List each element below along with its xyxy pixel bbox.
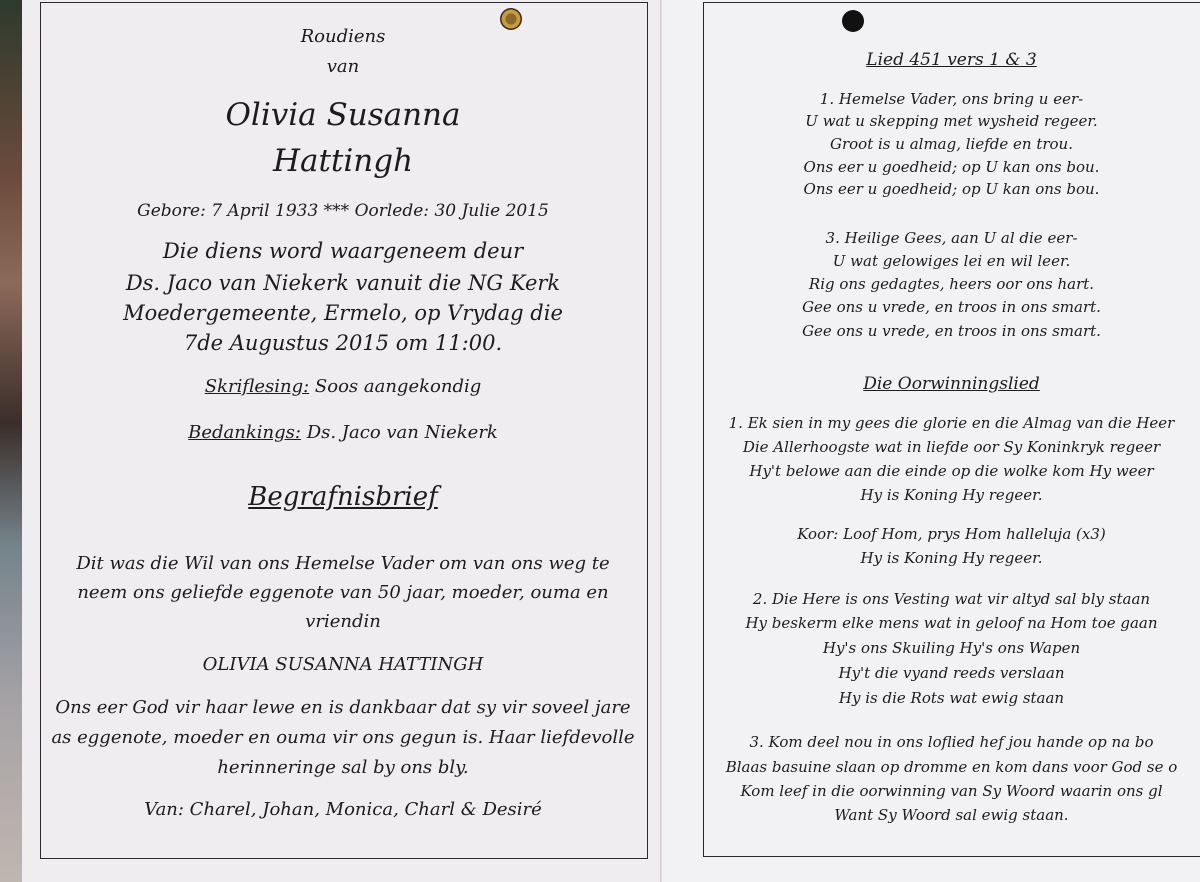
section-title-begrafnisbrief: [40, 478, 646, 516]
verse-line: Ons eer u goedheid; op U kan ons bou.: [803, 180, 1100, 198]
hymn-title: [703, 48, 1200, 73]
thanks: [40, 418, 646, 447]
scripture-reading-label: Skriflesing:: [204, 376, 310, 397]
song-line: 1. Ek sien in my gees die glorie en die Almag van die Heer: [728, 414, 1175, 432]
verse-line: Gee ons u vrede, en troos in ons smart.: [802, 322, 1101, 340]
verse-line: U wat gelowiges lei en wil leer.: [832, 252, 1071, 270]
verse-line: Gee ons u vrede, en troos in ons smart.: [802, 298, 1101, 316]
letter-line: Dit was die Wil van ons Hemelse Vader om van ons weg te: [76, 553, 610, 574]
service-line: 7de Augustus 2015 om 11:00.: [183, 331, 503, 355]
verse-line: Rig ons gedagtes, heers oor ons hart.: [808, 275, 1095, 293]
song-line: Hy is die Rots wat ewig staan: [838, 689, 1065, 707]
service-line: Die diens word waargeneem deur: [162, 239, 524, 263]
song-line: Hy't die vyand reeds verslaan: [838, 664, 1065, 682]
song-title: [703, 372, 1200, 397]
song-line: Hy's ons Skuiling Hy's ons Wapen: [822, 639, 1081, 657]
chorus-line: Koor: Loof Hom, prys Hom halleluja (x3): [797, 525, 1106, 543]
honour-line: herinneringe sal by ons bly.: [217, 757, 469, 778]
header-van: van: [326, 56, 360, 77]
song-line: Kom leef in die oorwinning van Sy Woord waarin ons gl: [740, 782, 1163, 800]
honour-line: as eggenote, moeder en ouma vir ons gegun is. Haar liefdevolle: [51, 727, 635, 748]
song-line: Hy beskerm elke mens wat in geloof na Hom toe gaan: [745, 614, 1158, 632]
service-line: Moedergemeente, Ermelo, op Vrydag die: [123, 301, 563, 325]
service-line: Ds. Jaco van Niekerk vanuit die NG Kerk: [125, 271, 561, 295]
verse-line: Groot is u almag, liefde en trou.: [830, 135, 1073, 153]
song-line: 3. Kom deel nou in ons loflied hef jou hande op na bo: [749, 733, 1154, 751]
deceased-surname: Hattingh: [272, 143, 414, 179]
from-family: Van: Charel, Johan, Monica, Charl & Desiré: [144, 799, 542, 820]
letter-line: neem ons geliefde eggenote van 50 jaar, moeder, ouma en: [77, 582, 609, 603]
thanks-value: Ds. Jaco van Niekerk: [300, 422, 498, 443]
song-title-text: Die Oorwinningslied: [863, 374, 1040, 394]
verse-line: 1. Hemelse Vader, ons bring u eer-: [819, 90, 1084, 108]
song-line: Hy is Koning Hy regeer.: [860, 486, 1043, 504]
birth-death-dates: Gebore: 7 April 1933 *** Oorlede: 30 Julie 2015: [137, 201, 549, 221]
section-title-text: Begrafnisbrief: [248, 482, 438, 512]
verse-line: U wat u skepping met wysheid regeer.: [805, 112, 1098, 130]
song-line: Hy't belowe aan die einde op die wolke kom Hy weer: [749, 462, 1154, 480]
scripture-reading-value: Soos aangekondig: [309, 376, 482, 397]
deceased-first-names: Olivia Susanna: [225, 97, 461, 133]
letter-line: vriendin: [305, 611, 381, 632]
song-line: Die Allerhoogste wat in liefde oor Sy Koninkryk regeer: [742, 438, 1161, 456]
scripture-reading: [40, 372, 646, 401]
deceased-name-caps: OLIVIA SUSANNA HATTINGH: [202, 654, 484, 675]
chorus-line: Hy is Koning Hy regeer.: [860, 549, 1043, 567]
song-line: 2. Die Here is ons Vesting wat vir altyd sal bly staan: [752, 590, 1151, 608]
hymn-title-text: Lied 451 vers 1 & 3: [866, 50, 1037, 70]
honour-line: Ons eer God vir haar lewe en is dankbaar dat sy vir soveel jare: [55, 697, 631, 718]
punch-hole-right: [842, 10, 864, 32]
song-line: Blaas basuine slaan op dromme en kom dans voor God se o: [725, 758, 1178, 776]
verse-line: Ons eer u goedheid; op U kan ons bou.: [803, 158, 1100, 176]
verse-line: 3. Heilige Gees, aan U al die eer-: [825, 229, 1078, 247]
header-roudiens: Roudiens: [300, 26, 386, 47]
thanks-label: Bedankings:: [188, 422, 301, 443]
song-line: Want Sy Woord sal ewig staan.: [834, 806, 1069, 824]
